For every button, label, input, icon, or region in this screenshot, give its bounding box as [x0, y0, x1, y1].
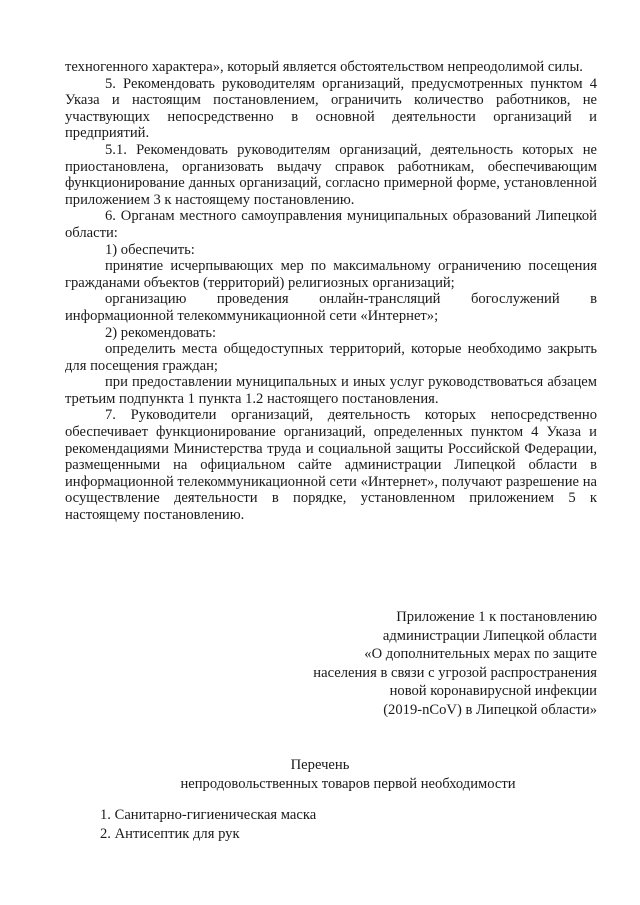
document-body — [65, 59, 597, 524]
paragraph-subitem-2-a: определить места общедоступных территорий, которые необходимо закрыть для посещения граждан; — [65, 341, 597, 374]
paragraph-subitem-1-a: принятие исчерпывающих мер по максимальному ограничению посещения гражданами объектов (территорий) религиозных организаций; — [65, 258, 597, 291]
appendix-line: Приложение 1 к постановлению — [396, 609, 597, 625]
paragraph-subitem-2-b: при предоставлении муниципальных и иных услуг руководствоваться абзацем третьим подпункта 1 пункта 1.2 настоящего постановления. — [65, 374, 597, 407]
appendix-header — [267, 608, 597, 719]
appendix-line: (2019-nCoV) в Липецкой области» — [383, 701, 597, 718]
paragraph-item-6: 6. Органам местного самоуправления муниципальных образований Липецкой области: — [65, 208, 597, 241]
paragraph-subitem-1-b: организацию проведения онлайн-трансляций богослужений в информационной телекоммуникационной сети «Интернет»; — [65, 291, 597, 324]
list-subtitle: непродовольственных товаров первой необходимости — [180, 776, 516, 792]
paragraph-item-7: 7. Руководители организаций, деятельность которых непосредственно обеспечивает функционирование организаций, определенных пунктом 4 Указа и рекомендациями Министерства труда и социальной защиты Российской Федерации, размещенными на официальном сайте администрации Липецкой области в информационной телекоммуникационной сети «Интернет», получают разрешение на осуществление деятельности в порядке, установленном приложением 5 к настоящему постановлению. — [65, 407, 597, 524]
paragraph-subitem-2: 2) рекомендовать: — [105, 324, 217, 341]
appendix-line: администрации Липецкой области — [382, 627, 597, 644]
list-item: 2. Антисептик для рук — [100, 826, 240, 842]
paragraph-item-5: 5. Рекомендовать руководителям организаций, предусмотренных пунктом 4 Указа и настоящим постановлением, ограничить количество работников, не участвующих непосредственно в основной деятельности организаций и предприятий. — [65, 75, 597, 142]
goods-list — [100, 806, 316, 844]
paragraph-subitem-1: 1) обеспечить: — [105, 241, 195, 258]
list-title: Перечень — [290, 757, 350, 773]
paragraph-item-5-1: 5.1. Рекомендовать руководителям организаций, деятельность которых не приостановлена, организовать выдачу справок работникам, обеспечивающим функционирование данных организаций, согласно примерной форме, установленной приложением 3 к настоящему постановлению. — [65, 141, 597, 208]
appendix-line: «О дополнительных мерах по защите — [364, 646, 597, 662]
list-item: 1. Санитарно-гигиеническая маска — [100, 807, 317, 823]
paragraph-continuation: техногенного характера», который является обстоятельством непреодолимой силы. — [65, 59, 583, 75]
appendix-line: населения в связи с угрозой распространения — [313, 664, 597, 681]
appendix-line: новой коронавирусной инфекции — [389, 683, 597, 699]
